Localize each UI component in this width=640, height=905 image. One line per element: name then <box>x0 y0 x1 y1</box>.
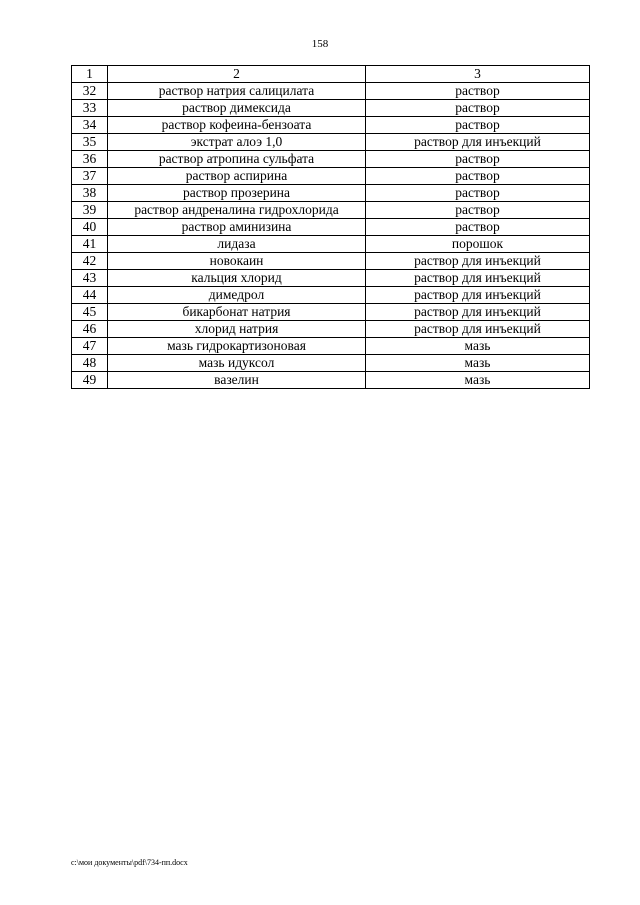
row-number-cell: 47 <box>72 338 108 355</box>
row-name-cell: мазь идуксол <box>108 355 366 372</box>
row-number-cell: 42 <box>72 253 108 270</box>
row-name-cell: димедрол <box>108 287 366 304</box>
table-row <box>72 151 590 168</box>
row-number-cell: 39 <box>72 202 108 219</box>
row-form-cell: раствор <box>366 168 590 185</box>
row-name-cell: лидаза <box>108 236 366 253</box>
row-form-cell: раствор для инъекций <box>366 287 590 304</box>
row-form-cell: раствор <box>366 202 590 219</box>
row-number-cell: 32 <box>72 83 108 100</box>
row-name-cell: раствор димексида <box>108 100 366 117</box>
table-row <box>72 338 590 355</box>
table-row <box>72 253 590 270</box>
column-header-name: 2 <box>108 66 366 83</box>
row-form-cell: раствор для инъекций <box>366 134 590 151</box>
row-form-cell: порошок <box>366 236 590 253</box>
table-row <box>72 117 590 134</box>
table-body <box>72 83 590 389</box>
row-form-cell: раствор <box>366 117 590 134</box>
column-header-form: 3 <box>366 66 590 83</box>
row-form-cell: раствор <box>366 151 590 168</box>
table-row <box>72 321 590 338</box>
row-name-cell: мазь гидрокартизоновая <box>108 338 366 355</box>
table-row <box>72 236 590 253</box>
row-number-cell: 33 <box>72 100 108 117</box>
table-row <box>72 355 590 372</box>
row-number-cell: 45 <box>72 304 108 321</box>
page-number: 158 <box>311 38 329 50</box>
row-name-cell: экстрат алоэ 1,0 <box>108 134 366 151</box>
table-row <box>72 372 590 389</box>
row-form-cell: раствор <box>366 83 590 100</box>
row-name-cell: раствор кофеина-бензоата <box>108 117 366 134</box>
row-number-cell: 46 <box>72 321 108 338</box>
row-form-cell: раствор для инъекций <box>366 253 590 270</box>
row-name-cell: раствор атропина сульфата <box>108 151 366 168</box>
row-form-cell: раствор <box>366 185 590 202</box>
row-name-cell: кальция хлорид <box>108 270 366 287</box>
row-form-cell: раствор <box>366 100 590 117</box>
table-row <box>72 185 590 202</box>
row-number-cell: 43 <box>72 270 108 287</box>
row-number-cell: 44 <box>72 287 108 304</box>
table-row <box>72 304 590 321</box>
row-number-cell: 49 <box>72 372 108 389</box>
row-name-cell: вазелин <box>108 372 366 389</box>
table-row <box>72 168 590 185</box>
row-form-cell: раствор <box>366 219 590 236</box>
table-header-row <box>72 66 590 83</box>
row-name-cell: раствор прозерина <box>108 185 366 202</box>
table-row <box>72 83 590 100</box>
table-row <box>72 287 590 304</box>
column-header-number: 1 <box>72 66 108 83</box>
row-form-cell: мазь <box>366 372 590 389</box>
table-row <box>72 134 590 151</box>
table-row <box>72 100 590 117</box>
row-number-cell: 38 <box>72 185 108 202</box>
medication-table <box>71 65 590 389</box>
table-row <box>72 270 590 287</box>
row-form-cell: мазь <box>366 355 590 372</box>
row-name-cell: раствор андреналина гидрохлорида <box>108 202 366 219</box>
row-number-cell: 35 <box>72 134 108 151</box>
row-name-cell: хлорид натрия <box>108 321 366 338</box>
row-number-cell: 41 <box>72 236 108 253</box>
table-row <box>72 219 590 236</box>
row-form-cell: раствор для инъекций <box>366 270 590 287</box>
table-row <box>72 202 590 219</box>
row-form-cell: раствор для инъекций <box>366 304 590 321</box>
row-form-cell: раствор для инъекций <box>366 321 590 338</box>
row-name-cell: бикарбонат натрия <box>108 304 366 321</box>
row-number-cell: 48 <box>72 355 108 372</box>
row-name-cell: раствор натрия салицилата <box>108 83 366 100</box>
row-form-cell: мазь <box>366 338 590 355</box>
row-number-cell: 37 <box>72 168 108 185</box>
row-name-cell: раствор аминизина <box>108 219 366 236</box>
row-number-cell: 36 <box>72 151 108 168</box>
row-name-cell: новокаин <box>108 253 366 270</box>
row-number-cell: 34 <box>72 117 108 134</box>
row-number-cell: 40 <box>72 219 108 236</box>
row-name-cell: раствор аспирина <box>108 168 366 185</box>
footer-file-path: c:\мои документы\pdf\734-пп.docx <box>71 858 188 867</box>
